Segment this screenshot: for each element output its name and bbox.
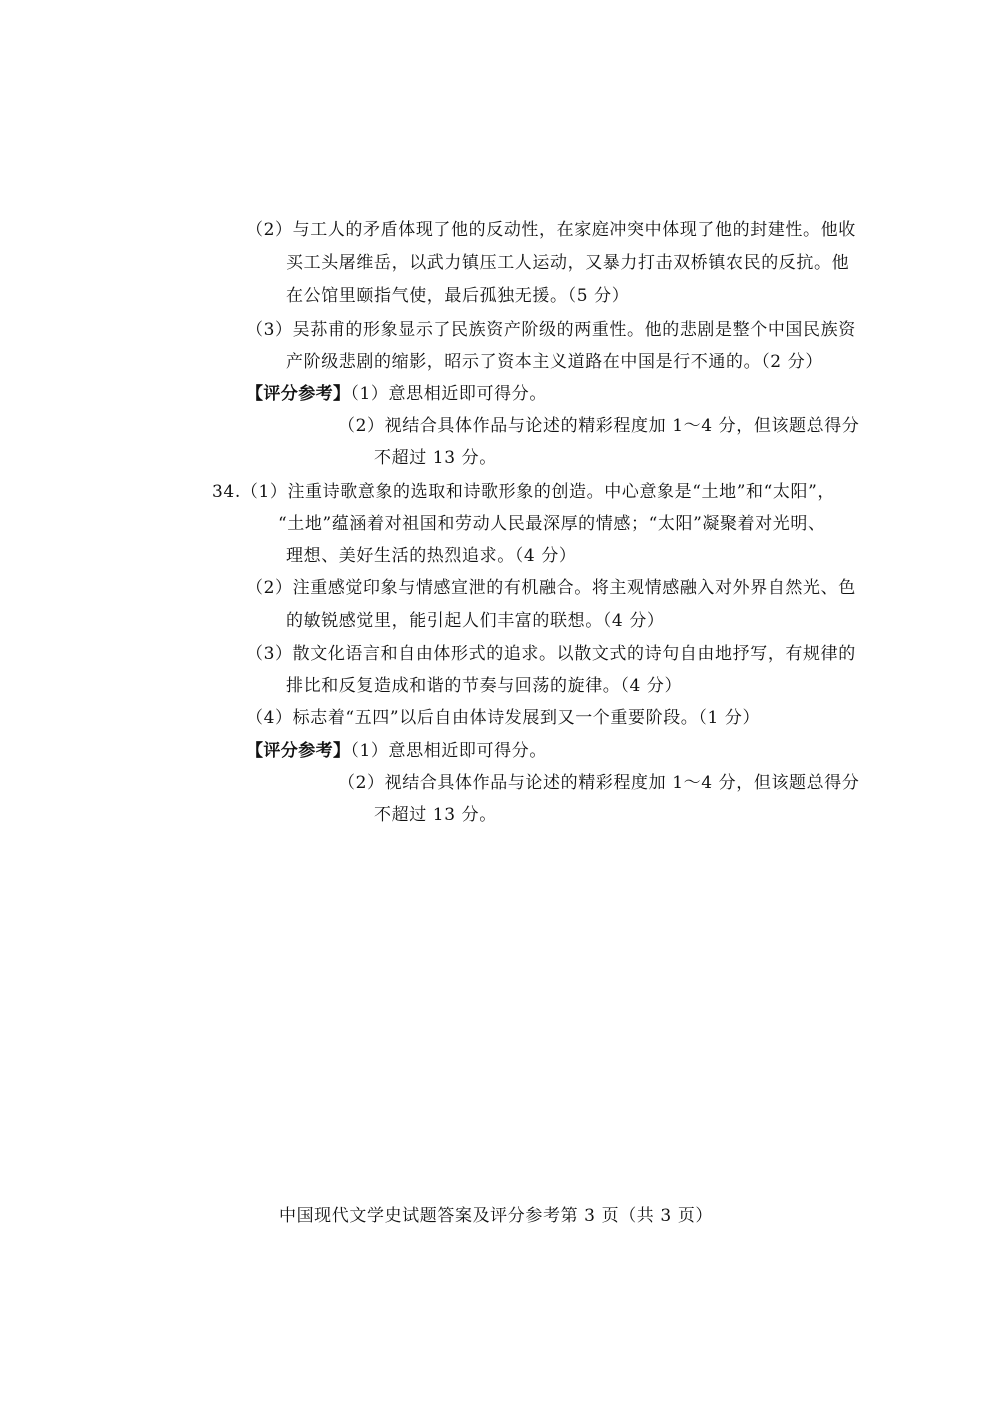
q34-scoring-item2-line2: 不超过 13 分。: [374, 805, 497, 825]
q34-part3-line2: 排比和反复造成和谐的节奏与回荡的旋律。（4 分）: [286, 676, 683, 696]
q34-part1-line2: “土地”蕴涵着对祖国和劳动人民最深厚的情感；“太阳”凝聚着对光明、: [278, 514, 826, 534]
q33-scoring-item2-line1: （2）视结合具体作品与论述的精彩程度加 1～4 分，但该题总得分: [338, 416, 860, 436]
q34-part3-line1: （3）散文化语言和自由体形式的追求。以散文式的诗句自由地抒写，有规律的: [246, 644, 856, 664]
q33-scoring-label: 【评分参考】: [246, 384, 351, 404]
q34-scoring: [246, 741, 547, 761]
q33-part2-line1: （2）与工人的矛盾体现了他的反动性，在家庭冲突中体现了他的封建性。他收: [246, 220, 856, 240]
q33-part3-line2: 产阶级悲剧的缩影，昭示了资本主义道路在中国是行不通的。（2 分）: [286, 352, 823, 372]
q34-part1-line3: 理想、美好生活的热烈追求。（4 分）: [286, 546, 577, 566]
q34-part2-line1: （2）注重感觉印象与情感宣泄的有机融合。将主观情感融入对外界自然光、色: [246, 578, 856, 598]
q34-scoring-item2-line1: （2）视结合具体作品与论述的精彩程度加 1～4 分，但该题总得分: [338, 773, 860, 793]
q34-part2-line2: 的敏锐感觉里，能引起人们丰富的联想。（4 分）: [286, 611, 665, 631]
q34-scoring-item1: （1）意思相近即可得分。: [350, 741, 547, 761]
q33-scoring: [246, 384, 547, 404]
q33-part2-line2: 买工头屠维岳，以武力镇压工人运动，又暴力打击双桥镇农民的反抗。他: [286, 253, 850, 273]
q33-part3-line1: （3）吴荪甫的形象显示了民族资产阶级的两重性。他的悲剧是整个中国民族资: [246, 320, 856, 340]
q33-part2-line3: 在公馆里颐指气使，最后孤独无援。（5 分）: [286, 286, 630, 306]
q33-scoring-item2-line2: 不超过 13 分。: [374, 448, 497, 468]
q33-scoring-item1: （1）意思相近即可得分。: [350, 384, 547, 404]
q34-scoring-label: 【评分参考】: [246, 741, 351, 761]
page-footer: 中国现代文学史试题答案及评分参考第 3 页（共 3 页）: [278, 1206, 714, 1226]
q34-number: 34.: [212, 482, 241, 502]
q34-part4-line1: （4）标志着“五四”以后自由体诗发展到又一个重要阶段。（1 分）: [246, 708, 761, 728]
q34-part1-text: （1）注重诗歌意象的选取和诗歌形象的创造。中心意象是“土地”和“太阳”，: [240, 482, 836, 502]
q34-part1-line1: [212, 482, 835, 502]
